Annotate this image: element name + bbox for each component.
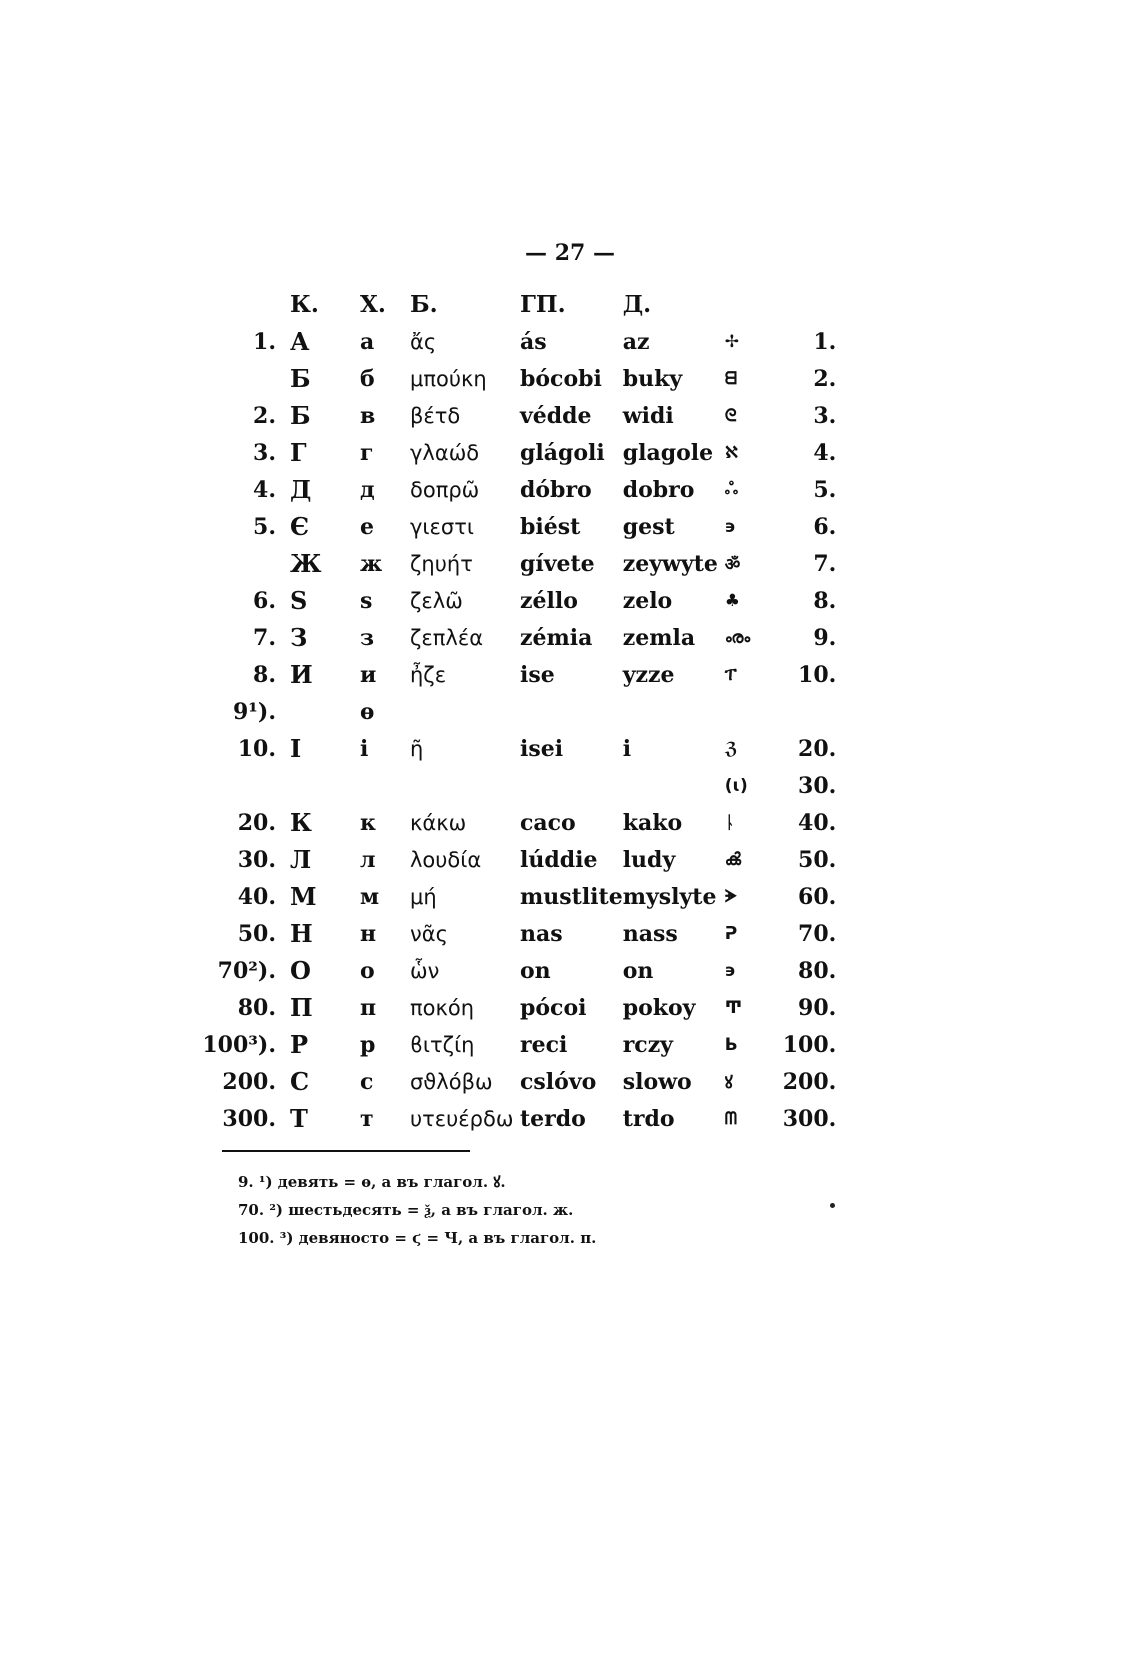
row-number: 1.: [253, 328, 276, 355]
kyrillic-letter: Є: [290, 512, 310, 541]
row-number: 2.: [253, 402, 276, 429]
numeric-value: 5.: [813, 476, 837, 503]
modern-letter: б: [360, 365, 375, 392]
gp-transcription: biést: [520, 513, 581, 540]
glagolitic-letter: ℨ: [724, 738, 738, 759]
numeric-value: 90.: [798, 994, 837, 1021]
row-number: 70²).: [217, 957, 276, 984]
d-transcription: nass: [622, 920, 678, 947]
column-header: К.: [290, 290, 319, 318]
kyrillic-letter: А: [290, 327, 310, 356]
footnote-divider: [222, 1150, 470, 1152]
gp-transcription: nas: [520, 920, 563, 947]
numeric-value: 50.: [798, 846, 837, 873]
row-number: 6.: [253, 587, 276, 614]
kyrillic-letter: К: [290, 808, 312, 837]
kyrillic-letter: П: [290, 993, 313, 1022]
row-number: 20.: [237, 809, 276, 836]
d-transcription: az: [622, 328, 650, 355]
greek-transcription: ῆ: [410, 736, 424, 761]
kyrillic-letter: Д: [290, 475, 312, 504]
kyrillic-letter: Б: [290, 364, 311, 393]
numeric-value: 8.: [813, 587, 837, 614]
glagolitic-letter: ✢: [724, 331, 739, 352]
modern-letter: а: [360, 328, 375, 355]
gp-transcription: bócobi: [520, 365, 602, 392]
gp-transcription: glágoli: [520, 439, 605, 466]
table-row: [198, 693, 836, 730]
kyrillic-letter: Г: [290, 438, 307, 467]
glagolitic-letter: Ь: [724, 1034, 738, 1055]
d-transcription: buky: [622, 365, 683, 392]
numeric-value: 70.: [798, 920, 837, 947]
table-header-row: [198, 285, 836, 323]
greek-transcription: ὧν: [410, 958, 440, 983]
modern-letter: ѳ: [360, 698, 375, 725]
row-number: 5.: [253, 513, 276, 540]
greek-transcription: βέτδ: [410, 403, 461, 428]
glagolitic-letter: ॐ: [724, 555, 741, 575]
d-transcription: slowo: [622, 1068, 692, 1095]
glagolitic-letter: ᚿ: [724, 812, 735, 833]
kyrillic-letter: Н: [290, 919, 313, 948]
numeric-value: 3.: [813, 402, 837, 429]
kyrillic-letter: [290, 767, 360, 804]
gp-transcription: dóbro: [520, 476, 592, 503]
gp-transcription: [520, 693, 623, 730]
numeric-value: 9.: [813, 624, 837, 651]
modern-letter: в: [360, 402, 376, 429]
modern-letter: к: [360, 809, 376, 836]
modern-letter: м: [360, 883, 380, 910]
greek-transcription: ϐιτζίη: [410, 1032, 475, 1057]
greek-transcription: κάκω: [410, 810, 467, 835]
glagolitic-letter: ꙋ: [724, 1073, 733, 1093]
gp-transcription: caco: [520, 809, 576, 836]
d-transcription: kako: [622, 809, 683, 836]
gp-transcription: ás: [520, 328, 547, 355]
glagolitic-letter: ♣: [724, 590, 740, 611]
row-number: [198, 545, 290, 582]
greek-transcription: μπούκη: [410, 366, 487, 391]
d-transcription: zelo: [622, 587, 673, 614]
d-transcription: yzze: [622, 661, 675, 688]
table-row: [198, 804, 836, 841]
gp-transcription: ise: [520, 661, 555, 688]
d-transcription: rczy: [622, 1031, 673, 1058]
greek-transcription: σϑλόβω: [410, 1069, 493, 1094]
kyrillic-letter: О: [290, 956, 311, 985]
row-number: 9¹).: [232, 698, 276, 725]
gp-transcription: zéllo: [520, 587, 578, 614]
column-header: Х.: [360, 290, 386, 318]
modern-letter: п: [360, 994, 377, 1021]
greek-transcription: λουδία: [410, 847, 482, 872]
print-speck: [830, 1203, 835, 1208]
kyrillic-letter: Л: [290, 845, 312, 874]
numeric-value: 60.: [798, 883, 837, 910]
row-number: 10.: [237, 735, 276, 762]
table-row: [198, 619, 836, 656]
table-row: [198, 841, 836, 878]
greek-transcription: γλαώδ: [410, 440, 480, 465]
table-row: [198, 656, 836, 693]
gp-transcription: cslóvo: [520, 1068, 597, 1095]
kyrillic-letter: И: [290, 660, 313, 689]
glagolitic-letter: ஃ: [724, 478, 739, 499]
numeric-value: 80.: [798, 957, 837, 984]
greek-transcription: ζηυήτ: [410, 551, 473, 576]
gp-transcription: reci: [520, 1031, 568, 1058]
modern-letter: д: [360, 476, 375, 503]
gp-transcription: on: [520, 957, 551, 984]
alphabet-table: [198, 285, 836, 1137]
numeric-value: 1.: [813, 328, 837, 355]
kyrillic-letter: С: [290, 1067, 310, 1096]
numeric-value: 200.: [782, 1068, 837, 1095]
row-number: 100³).: [202, 1031, 276, 1058]
modern-letter: s: [360, 587, 373, 614]
d-transcription: on: [622, 957, 654, 984]
d-transcription: widi: [622, 402, 674, 429]
table-row: [198, 545, 836, 582]
table-row: [198, 989, 836, 1026]
gp-transcription: [520, 767, 623, 804]
d-transcription: [623, 693, 725, 730]
glagolitic-letter: ൿ: [724, 849, 741, 870]
kyrillic-letter: Р: [290, 1030, 309, 1059]
glagolitic-letter: [725, 693, 783, 730]
kyrillic-letter: Ж: [290, 549, 322, 578]
d-transcription: pokoy: [622, 994, 696, 1021]
modern-letter: т: [360, 1105, 374, 1132]
d-transcription: ludy: [622, 846, 676, 873]
d-transcription: trdo: [622, 1105, 675, 1132]
footnote: 100. ³) девяносто = ϛ = Ч, а въ глагол. п.: [238, 1229, 597, 1247]
modern-letter: е: [360, 513, 374, 540]
glagolitic-letter: ᘓ: [724, 405, 737, 426]
numeric-value: 2.: [813, 365, 837, 392]
gp-transcription: gívete: [520, 550, 595, 577]
modern-letter: с: [360, 1068, 374, 1095]
modern-letter: ж: [360, 550, 383, 577]
table-body: [198, 323, 836, 1137]
row-number: [198, 360, 290, 397]
glagolitic-letter: ℵ: [724, 442, 739, 463]
row-number: 4.: [253, 476, 276, 503]
d-transcription: zemla: [622, 624, 696, 651]
kyrillic-letter: [290, 693, 360, 730]
kyrillic-letter: З: [290, 623, 308, 652]
table-row: [198, 1026, 836, 1063]
row-number: [198, 767, 290, 804]
table-row: [198, 397, 836, 434]
modern-letter: о: [360, 957, 375, 984]
row-number: 30.: [237, 846, 276, 873]
numeric-value: 30.: [798, 772, 837, 799]
gp-transcription: terdo: [520, 1105, 586, 1132]
d-transcription: glagole: [622, 439, 714, 466]
row-number: 40.: [237, 883, 276, 910]
modern-letter: и: [360, 661, 377, 688]
column-header: [725, 285, 783, 323]
modern-letter: з: [360, 624, 375, 651]
row-number: 7.: [253, 624, 276, 651]
modern-letter: н: [360, 920, 377, 947]
table-row: [198, 767, 836, 804]
row-number: 50.: [237, 920, 276, 947]
greek-transcription: γιεστι: [410, 514, 474, 539]
footnote: 9. ¹) девять = ѳ, а въ глагол. ꙋ.: [238, 1173, 506, 1191]
kyrillic-letter: М: [290, 882, 317, 911]
table-row: [198, 434, 836, 471]
greek-transcription: υτευέρδω: [410, 1106, 514, 1131]
numeric-value: 300.: [782, 1105, 837, 1132]
greek-transcription: δοπρῶ: [410, 477, 480, 502]
row-number: 80.: [237, 994, 276, 1021]
greek-transcription: [410, 693, 520, 730]
modern-letter: і: [360, 735, 369, 762]
table-row: [198, 730, 836, 767]
kyrillic-letter: І: [290, 734, 302, 763]
numeric-value: 6.: [813, 513, 837, 540]
row-number: 300.: [222, 1105, 276, 1132]
greek-transcription: [410, 767, 520, 804]
gp-transcription: pócoi: [520, 994, 587, 1021]
table-row: [198, 508, 836, 545]
gp-transcription: zémia: [520, 624, 593, 651]
glagolitic-letter: ᕈ: [724, 923, 738, 944]
numeric-value: 10.: [798, 661, 837, 688]
glagolitic-letter: ൟ: [724, 627, 751, 648]
glagolitic-letter: ᗰ: [724, 1108, 737, 1129]
d-transcription: gest: [622, 513, 675, 540]
glagolitic-letter: ፐ: [724, 664, 737, 685]
row-number: 200.: [222, 1068, 276, 1095]
greek-transcription: ζελῶ: [410, 588, 463, 613]
kyrillic-letter: Т: [290, 1104, 308, 1133]
row-number: 3.: [253, 439, 276, 466]
column-header: [783, 285, 837, 323]
numeric-value: 40.: [798, 809, 837, 836]
greek-transcription: ζεπλέα: [410, 625, 484, 650]
column-header: ГП.: [520, 290, 566, 318]
kyrillic-letter: Ѕ: [290, 586, 308, 615]
d-transcription: myslyte: [622, 883, 717, 910]
table-row: [198, 1100, 836, 1137]
glagolitic-letter: (ꙇ): [724, 775, 748, 796]
column-header: [198, 285, 290, 323]
table-row: [198, 878, 836, 915]
d-transcription: dobro: [622, 476, 695, 503]
d-transcription: [623, 767, 725, 804]
glagolitic-letter: ᗺ: [724, 368, 737, 389]
greek-transcription: ἄς: [410, 329, 437, 354]
numeric-value: [783, 693, 837, 730]
footnotes: [238, 1168, 596, 1252]
numeric-value: 7.: [813, 550, 837, 577]
d-transcription: zeywyte: [622, 550, 718, 577]
modern-letter: р: [360, 1031, 376, 1058]
glagolitic-letter: Ͳ: [724, 997, 743, 1018]
d-transcription: i: [622, 735, 632, 762]
table-row: [198, 1063, 836, 1100]
kyrillic-letter: Б: [290, 401, 311, 430]
glagolitic-letter: ϶: [724, 516, 736, 537]
numeric-value: 100.: [782, 1031, 837, 1058]
glagolitic-letter: ϶: [724, 960, 736, 981]
table-row: [198, 323, 836, 360]
greek-transcription: μή: [410, 884, 437, 909]
gp-transcription: védde: [520, 402, 592, 429]
numeric-value: 4.: [813, 439, 837, 466]
modern-letter: л: [360, 846, 376, 873]
modern-letter: [360, 767, 410, 804]
table-row: [198, 915, 836, 952]
gp-transcription: lúddie: [520, 846, 598, 873]
table-row: [198, 360, 836, 397]
column-header: Д.: [622, 290, 652, 318]
page-number: — 27 —: [525, 240, 615, 266]
greek-transcription: νᾶς: [410, 921, 448, 946]
column-header: Б.: [410, 290, 438, 318]
greek-transcription: ποκόη: [410, 995, 475, 1020]
gp-transcription: mustlite: [520, 883, 623, 910]
modern-letter: г: [360, 439, 374, 466]
numeric-value: 20.: [798, 735, 837, 762]
table-row: [198, 471, 836, 508]
table-row: [198, 952, 836, 989]
greek-transcription: ἦζε: [410, 662, 447, 687]
table-row: [198, 582, 836, 619]
footnote: 70. ²) шестьдесять = ѯ, а въ глагол. ж.: [238, 1201, 574, 1219]
gp-transcription: isei: [520, 735, 564, 762]
glagolitic-letter: ᗘ: [724, 886, 738, 907]
row-number: 8.: [253, 661, 276, 688]
